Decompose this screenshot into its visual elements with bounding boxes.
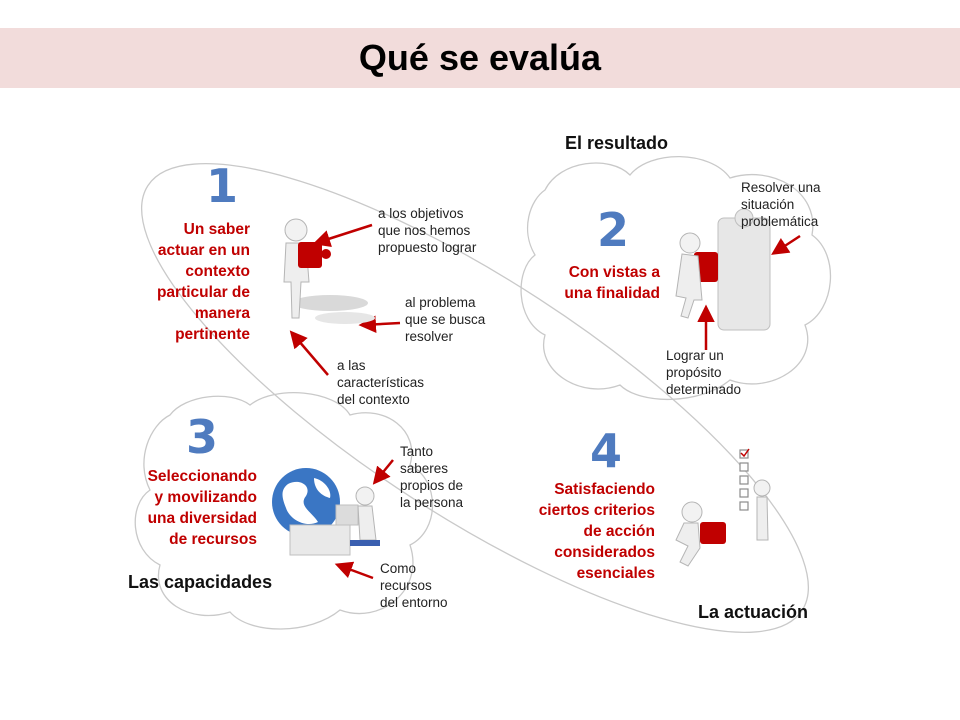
quadrant-3-heading: Seleccionando y movilizando una diversidad de recursos xyxy=(147,468,257,548)
number-1: 1 xyxy=(206,159,239,213)
quadrant-1-heading: Un saber actuar en un contexto particular de manera pertinente xyxy=(156,221,250,343)
puzzle-figure-icon xyxy=(284,219,375,324)
globe-computer-figure-icon xyxy=(272,468,380,555)
quadrant-3-note-saberes: Tanto saberes propios de la persona xyxy=(400,444,464,510)
quadrant-1-note-objetivos: a los objetivos que nos hemos propuesto lograr xyxy=(378,206,477,255)
quadrant-1-note-problema: al problema que se busca resolver xyxy=(405,295,486,344)
quadrant-2-note-situacion: Resolver una situación problemática xyxy=(741,180,821,229)
arrow-2a xyxy=(774,236,800,253)
label-la-actuacion: La actuación xyxy=(698,602,809,622)
label-el-resultado: El resultado xyxy=(565,133,669,153)
arrow-1a xyxy=(316,225,372,243)
quadrant-2-heading: Con vistas a una finalidad xyxy=(564,264,660,302)
label-las-capacidades: Las capacidades xyxy=(128,572,273,592)
arrow-1b xyxy=(362,323,400,325)
arrow-1c xyxy=(292,333,328,375)
quadrant-4-heading: Satisfaciendo ciertos criterios de acción considerados esenciales xyxy=(538,481,655,582)
number-3: 3 xyxy=(186,410,219,464)
page-title: Qué se evalúa xyxy=(358,37,602,78)
arrow-3b xyxy=(338,565,373,578)
quadrant-1-note-contexto: a las características del contexto xyxy=(337,358,425,407)
number-2: 2 xyxy=(597,203,630,257)
number-4: 4 xyxy=(590,424,623,478)
quadrant-2-note-proposito: Lograr un propósito determinado xyxy=(666,348,742,397)
quadrant-3-note-recursos: Como recursos del entorno xyxy=(380,561,448,610)
checklist-runner-figure-icon xyxy=(676,449,770,566)
